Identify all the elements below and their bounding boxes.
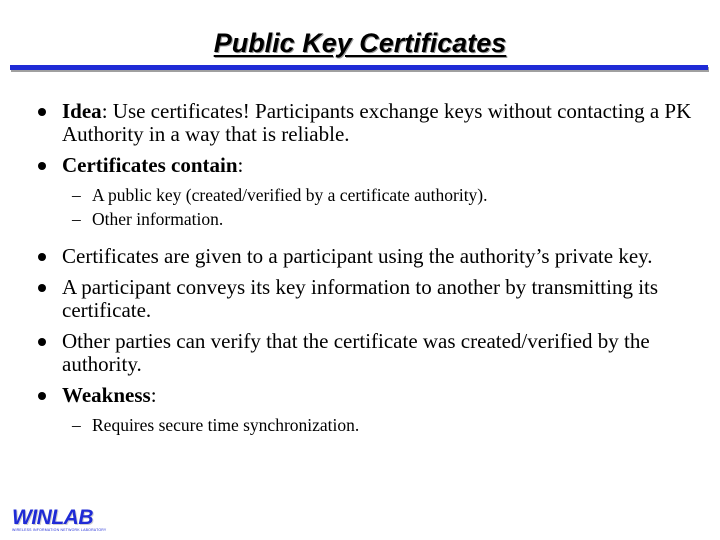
- bullet-text: Certificates are given to a participant using the authority’s private key.: [62, 244, 653, 268]
- subbullet-list-contain: [38, 183, 698, 231]
- bullet-strong: Certificates contain: [62, 153, 238, 177]
- bullet-dot-icon: [38, 162, 46, 170]
- title-underline-rule: [10, 65, 708, 70]
- logo-wordmark: WINLAB: [12, 506, 93, 529]
- slide-title: Public Key Certificates: [213, 28, 507, 58]
- bullet-strong: Weakness: [62, 383, 151, 407]
- bullet-text: Other parties can verify that the certificate was created/verified by the authority.: [62, 329, 650, 376]
- subbullet-text: Other information.: [92, 209, 224, 229]
- bullet-conveys: [38, 276, 698, 322]
- dash-icon: –: [72, 185, 81, 205]
- bullet-text: : Use certificates! Participants exchange keys without contacting a PK Authority in a way that is reliable.: [62, 99, 692, 146]
- bullet-idea: [38, 100, 698, 146]
- bullet-text: :: [237, 153, 244, 177]
- bullet-dot-icon: [38, 253, 46, 261]
- subbullet-item: [38, 207, 698, 231]
- bullet-dot-icon: [38, 108, 46, 116]
- subbullet-text: A public key (created/verified by a certificate authority).: [92, 185, 488, 205]
- bullet-text: A participant conveys its key information to another by transmitting its certificate.: [62, 275, 659, 322]
- bullet-dot-icon: [38, 392, 46, 400]
- subbullet-list-weakness: [38, 413, 698, 437]
- bullet-verify: [38, 330, 698, 376]
- bullet-text: :: [150, 383, 157, 407]
- bullet-list: [38, 100, 698, 451]
- subbullet-text: Requires secure time synchronization.: [92, 415, 360, 435]
- subbullet-item: [38, 413, 698, 437]
- bullet-strong: Idea: [62, 99, 102, 123]
- logo-tagline: WIRELESS INFORMATION NETWORK LABORATORY: [12, 528, 107, 532]
- bullet-dot-icon: [38, 284, 46, 292]
- bullet-weakness: [38, 384, 698, 407]
- dash-icon: –: [72, 209, 81, 229]
- subbullet-item: [38, 183, 698, 207]
- bullet-certificates-contain: [38, 154, 698, 177]
- dash-icon: –: [72, 415, 81, 435]
- winlab-logo: [12, 508, 106, 532]
- bullet-given: [38, 245, 698, 268]
- bullet-dot-icon: [38, 338, 46, 346]
